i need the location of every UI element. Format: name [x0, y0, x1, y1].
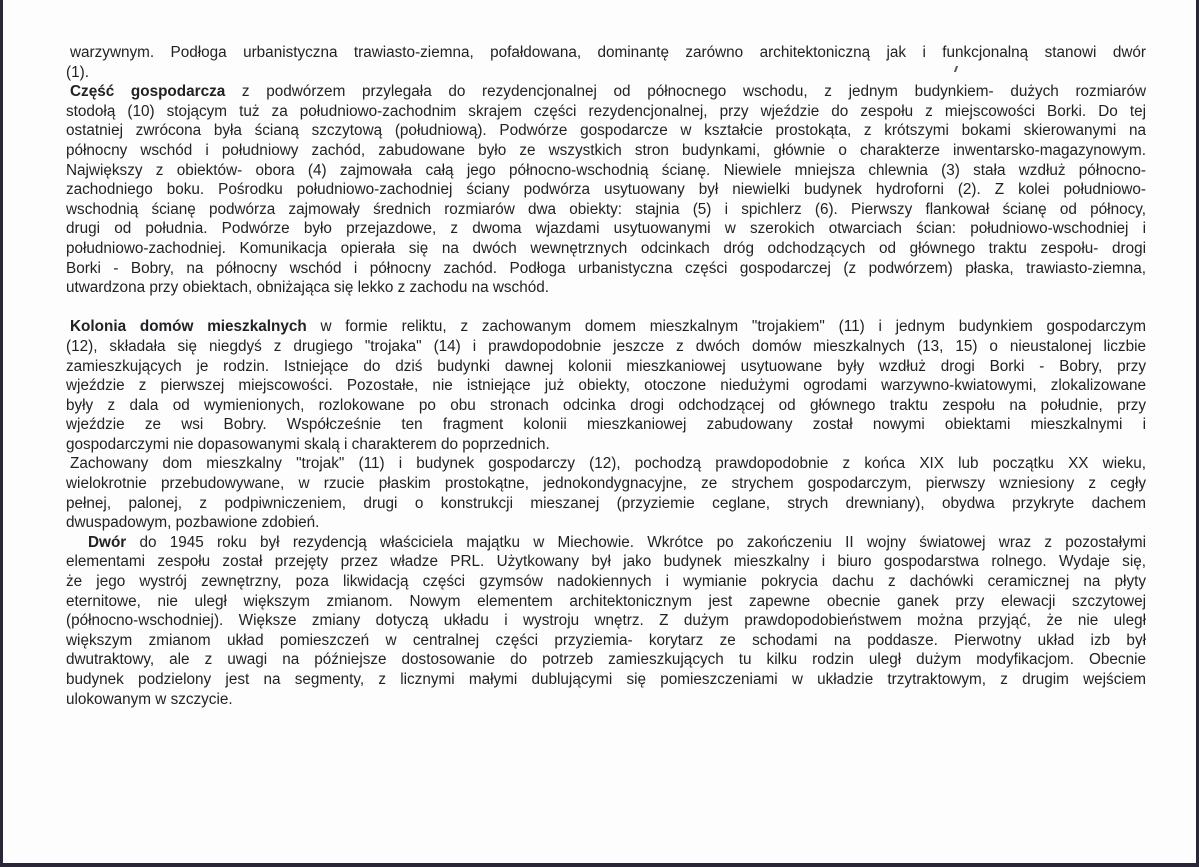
- text-line: eternitowe, nie uległ większym zmianom. Nowym elementem architektonicznym jest zapewne obecnie ganek przy elewacji szczytowej: [66, 592, 1146, 610]
- paragraph-kolonia: [66, 317, 1146, 454]
- paragraph-intro: [66, 43, 1146, 82]
- text-line: wjeździe ze wsi Bobry. Współcześnie ten fragment kolonii mieszkaniowej zabudowany został nowymi obiektami mieszkalnymi i: [66, 416, 1146, 434]
- text-line: wielokrotnie przebudowywane, w rzucie płaskim prostokątne, jednokondygnacyjne, ze strychem gospodarczym, pierwszy wzniesiony z cegły: [66, 475, 1146, 493]
- text-run: do 1945 roku był rezydencją właściciela majątku w Miechowie. Wkrótce po zakończeniu II wojny światowej wraz z pozostałymi: [126, 533, 1146, 551]
- paragraph-czesc-gospodarcza: [66, 82, 1146, 298]
- text-line: gospodarczymi nie dopasowanymi skalą i charakterem do poprzednich.: [66, 435, 550, 453]
- text-line: drugi od południa. Podwórze było przejazdowe, z dwoma wjazdami usytuowanymi w szerokich otwarciach ścian: południowo-wschodniej i: [66, 220, 1146, 238]
- text-line: ulokowanym w szczycie.: [66, 690, 233, 708]
- text-line: wschodnią ścianę podwórza zajmowały średnich rozmiarów dwa obiekty: stajnia (5) i spichlerz (6). Pierwszy flankował ścianę od północy,: [66, 200, 1146, 218]
- text-line: większym zmianom układ pomieszczeń w centralnej części przyziemia- korytarz ze schodami na poddasze. Pierwotny układ izb był: [66, 631, 1146, 649]
- text-line: były z dala od wymienionych, rozlokowane po obu stronach odcinka drogi odchodzącej od głównego traktu zespołu na południe, przy: [66, 396, 1146, 414]
- text-run: w formie reliktu, z zachowanym domem mieszkalnym "trojakiem" (11) i jednym budynkiem gospodarczym: [306, 318, 1146, 336]
- text-line: utwardzona przy obiektach, obniżająca się lekko z zachodu na wschód.: [66, 279, 549, 297]
- text-line: pełnej, palonej, z podpiwniczeniem, drugi o konstrukcji mieszanej (przyziemie ceglane, strych drewniany), obydwa przykryte dachem: [66, 494, 1146, 512]
- paragraph-gap: [66, 298, 1146, 318]
- text-line: [66, 317, 1146, 337]
- text-line: południowo-zachodniej. Komunikacja opierała się na dwóch wewnętrznych odcinkach dróg odchodzących od głównego traktu zespołu- drogi: [66, 239, 1146, 257]
- paragraph-trojak: [66, 454, 1146, 532]
- text-run: z podwórzem przylegała do rezydencjonalnej od północnego wschodu, z jednym budynkiem- dużych rozmiarów: [225, 83, 1147, 101]
- paragraph-heading: Dwór: [88, 533, 127, 551]
- text-line: elementami zespołu został przejęty przez władze PRL. Użytkowany był jako budynek mieszkalny i biuro gospodarstwa rolnego. Wydaje się,: [66, 553, 1146, 571]
- text-line: Największy z obiektów- obora (4) zajmowała całą jego północno-wschodnią ścianę. Niewiele mniejsza chlewnia (3) stała wzdłuż północno-: [66, 161, 1146, 179]
- paragraph-heading: Kolonia domów mieszkalnych: [70, 318, 307, 336]
- paragraph-heading: Część gospodarcza: [70, 83, 226, 101]
- text-line: (12), składała się niegdyś z drugiego "trojaka" (14) i prawdopodobnie jeszcze z dwóch domów mieszkalnych (13, 15) o nieustalonej liczbie: [66, 337, 1146, 355]
- text-line: zamieszkujących je rodzin. Istniejące do dziś budynki dawnej kolonii mieszkaniowej usytuowane były wzdłuż drogi Borki - Bobry, przy: [66, 357, 1146, 375]
- text-line: że jego wystrój zewnętrzny, poza likwidacją części gzymsów nadokiennych i wymianie pokrycia dachu z dachówki ceramicznej na płyty: [66, 573, 1146, 591]
- text-line: stodołą (10) stojącym tuż za południowo-zachodnim skrajem części rezydencjonalnej, przy wjeździe do zespołu z miejscowości Borki. Do tej: [66, 102, 1146, 120]
- text-line: budynek podzielony jest na segmenty, z licznymi małymi dublującymi się pomieszczeniami w układzie trzytraktowym, z drugim wejściem: [66, 671, 1146, 688]
- text-line: dwuspadowym, pozbawione zdobień.: [66, 514, 320, 532]
- text-line: (1).: [66, 63, 89, 81]
- text-line: Borki - Bobry, na północny wschód i północny zachód. Podłoga urbanistyczna części gospodarczej (z podwórzem) płaska, trawiasto-ziemna,: [66, 259, 1146, 277]
- text-line: (północno-wschodniej). Większe zmiany dotyczą układu i wystroju wnętrz. Z dużym prawdopodobieństwem można przyjąć, że nie uległ: [66, 612, 1146, 630]
- paragraph-dwor: [66, 533, 1146, 709]
- text-line: ostatniej zwrócona była ścianą szczytową (południową). Podwórze gospodarcze w kształcie prostokąta, z krótszymi bokami skierowanymi na: [66, 122, 1146, 140]
- text-line: [66, 533, 1146, 553]
- text-line: [66, 82, 1146, 102]
- text-line: warzywnym. Podłoga urbanistyczna trawiasto-ziemna, pofałdowana, dominantę zarówno architektoniczną jak i funkcjonalną stanowi dwór: [70, 44, 1146, 61]
- text-line: północny wschód i południowy zachód, zabudowane było ze wszystkich stron budynkami, głównie o charakterze inwentarsko-magazynowym.: [66, 141, 1146, 159]
- text-line: Zachowany dom mieszkalny "trojak" (11) i budynek gospodarczy (12), pochodzą prawdopodobnie z końca XIX lub początku XX wieku,: [70, 455, 1146, 473]
- text-line: zachodniego boku. Pośrodku południowo-zachodniej ściany podwórza usytuowany był niewielki budynek hydroforni (2). Z kolei południowo-: [66, 181, 1146, 199]
- document-body: [66, 43, 1146, 709]
- text-line: wjeździe z pierwszej miejscowości. Pozostałe, nie istniejące już obiekty, otoczone niedużymi ogrodami warzywno-kwiatowymi, zlokalizowane: [66, 377, 1146, 395]
- text-line: dwutraktowy, ale z uwagi na późniejsze dostosowanie do potrzeb zamieszkujących tu kilku rodzin uległ dużym modyfikacjom. Obecnie: [66, 651, 1146, 669]
